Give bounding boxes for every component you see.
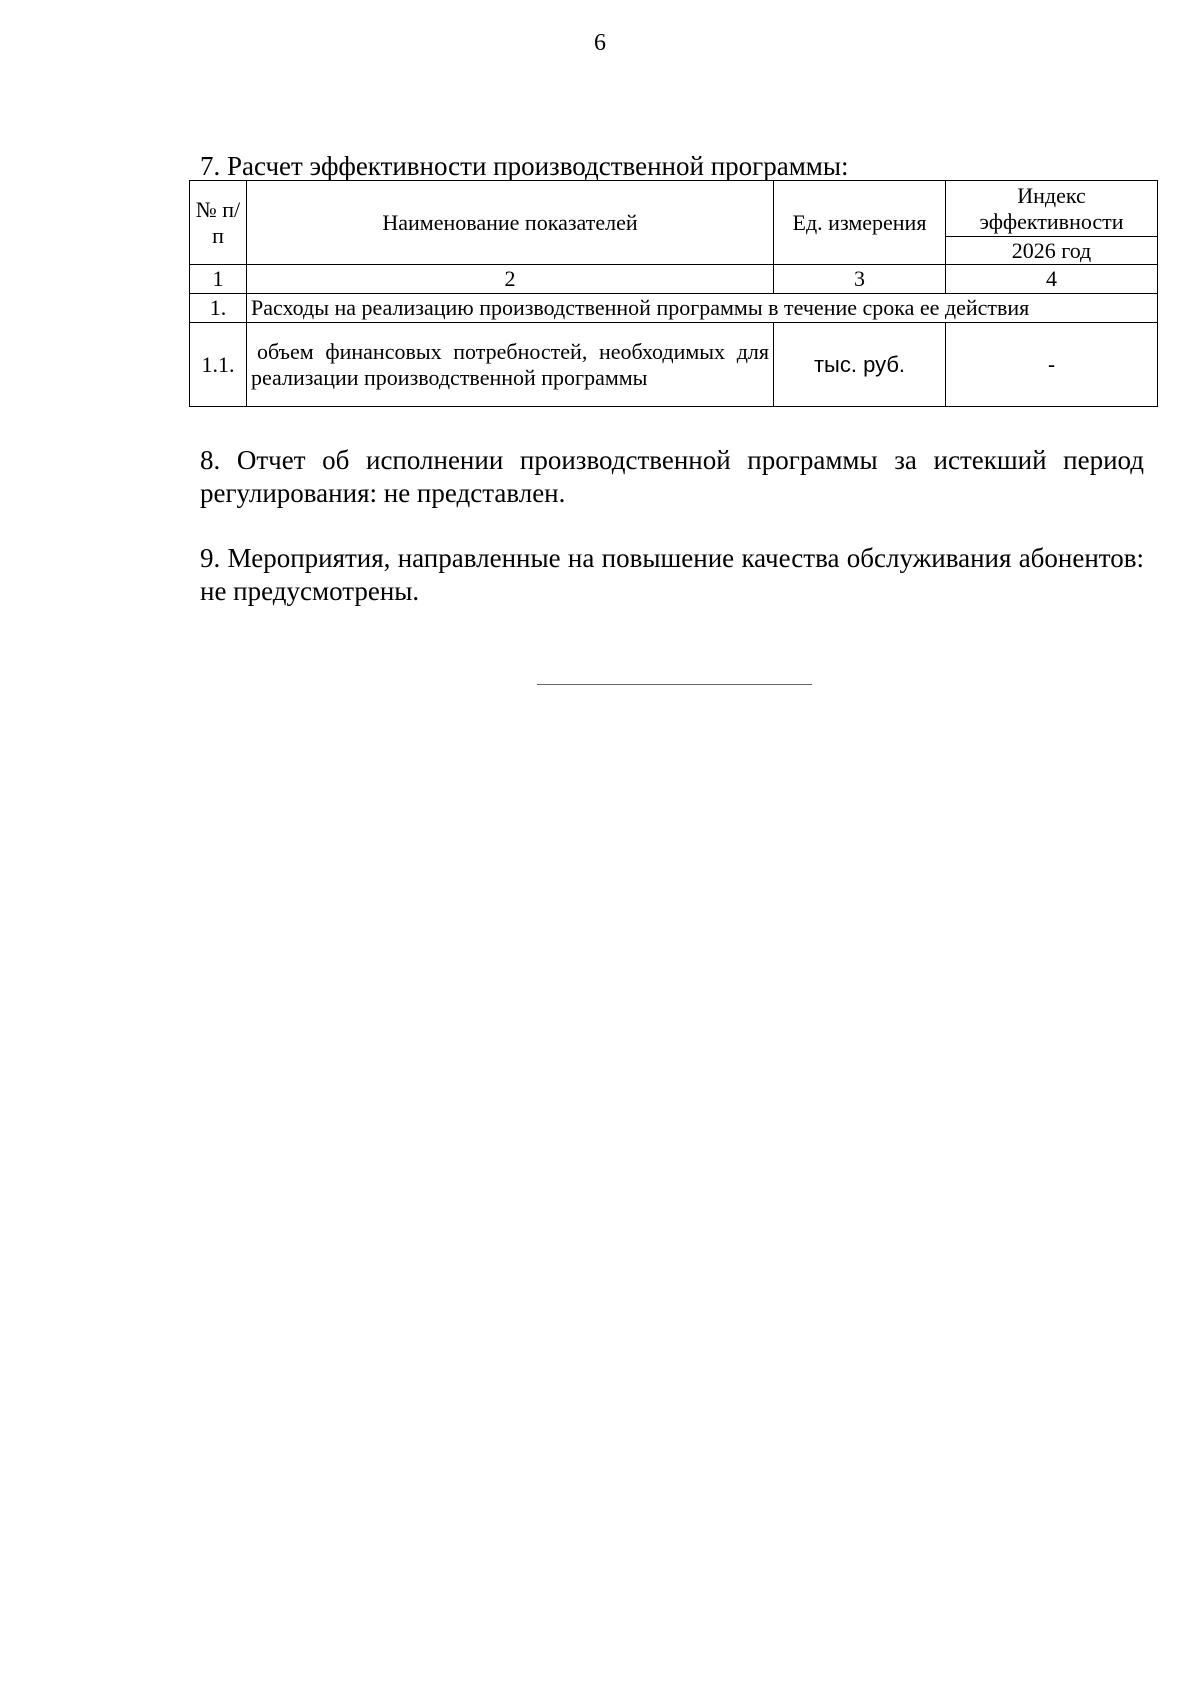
section-9-paragraph: 9. Мероприятия, направленные на повышение качества обслуживания абонентов: не предусмотрены.: [200, 543, 1144, 606]
header-name: Наименование показателей: [247, 181, 774, 265]
col-number-4: 4: [946, 265, 1158, 294]
header-num: № п/п: [190, 181, 247, 265]
row-number: 1.1.: [190, 323, 247, 407]
col-number-3: 3: [774, 265, 946, 294]
header-unit: Ед. измерения: [774, 181, 946, 265]
col-number-2: 2: [247, 265, 774, 294]
table-column-numbers-row: [190, 265, 1158, 294]
row-text: Расходы на реализацию производственной программы в течение срока ее действия: [247, 294, 1158, 323]
page-number: 6: [594, 30, 606, 56]
row-value: -: [946, 323, 1158, 407]
row-text: объем финансовых потребностей, необходимых для реализации производственной программы: [247, 323, 774, 407]
efficiency-table: [189, 180, 1158, 407]
section-8-paragraph: 8. Отчет об исполнении производственной программы за истекший период регулирования: не представлен.: [200, 445, 1144, 508]
table-row: [190, 323, 1158, 407]
header-year: 2026 год: [946, 237, 1158, 265]
end-divider: [537, 684, 812, 685]
header-index: Индекс эффективности: [946, 181, 1158, 237]
row-number: 1.: [190, 294, 247, 323]
table-header-row: [190, 181, 1158, 237]
col-number-1: 1: [190, 265, 247, 294]
row-unit: тыс. руб.: [774, 323, 946, 407]
section-7-heading: 7. Расчет эффективности производственной программы:: [200, 151, 849, 181]
table-row: [190, 294, 1158, 323]
